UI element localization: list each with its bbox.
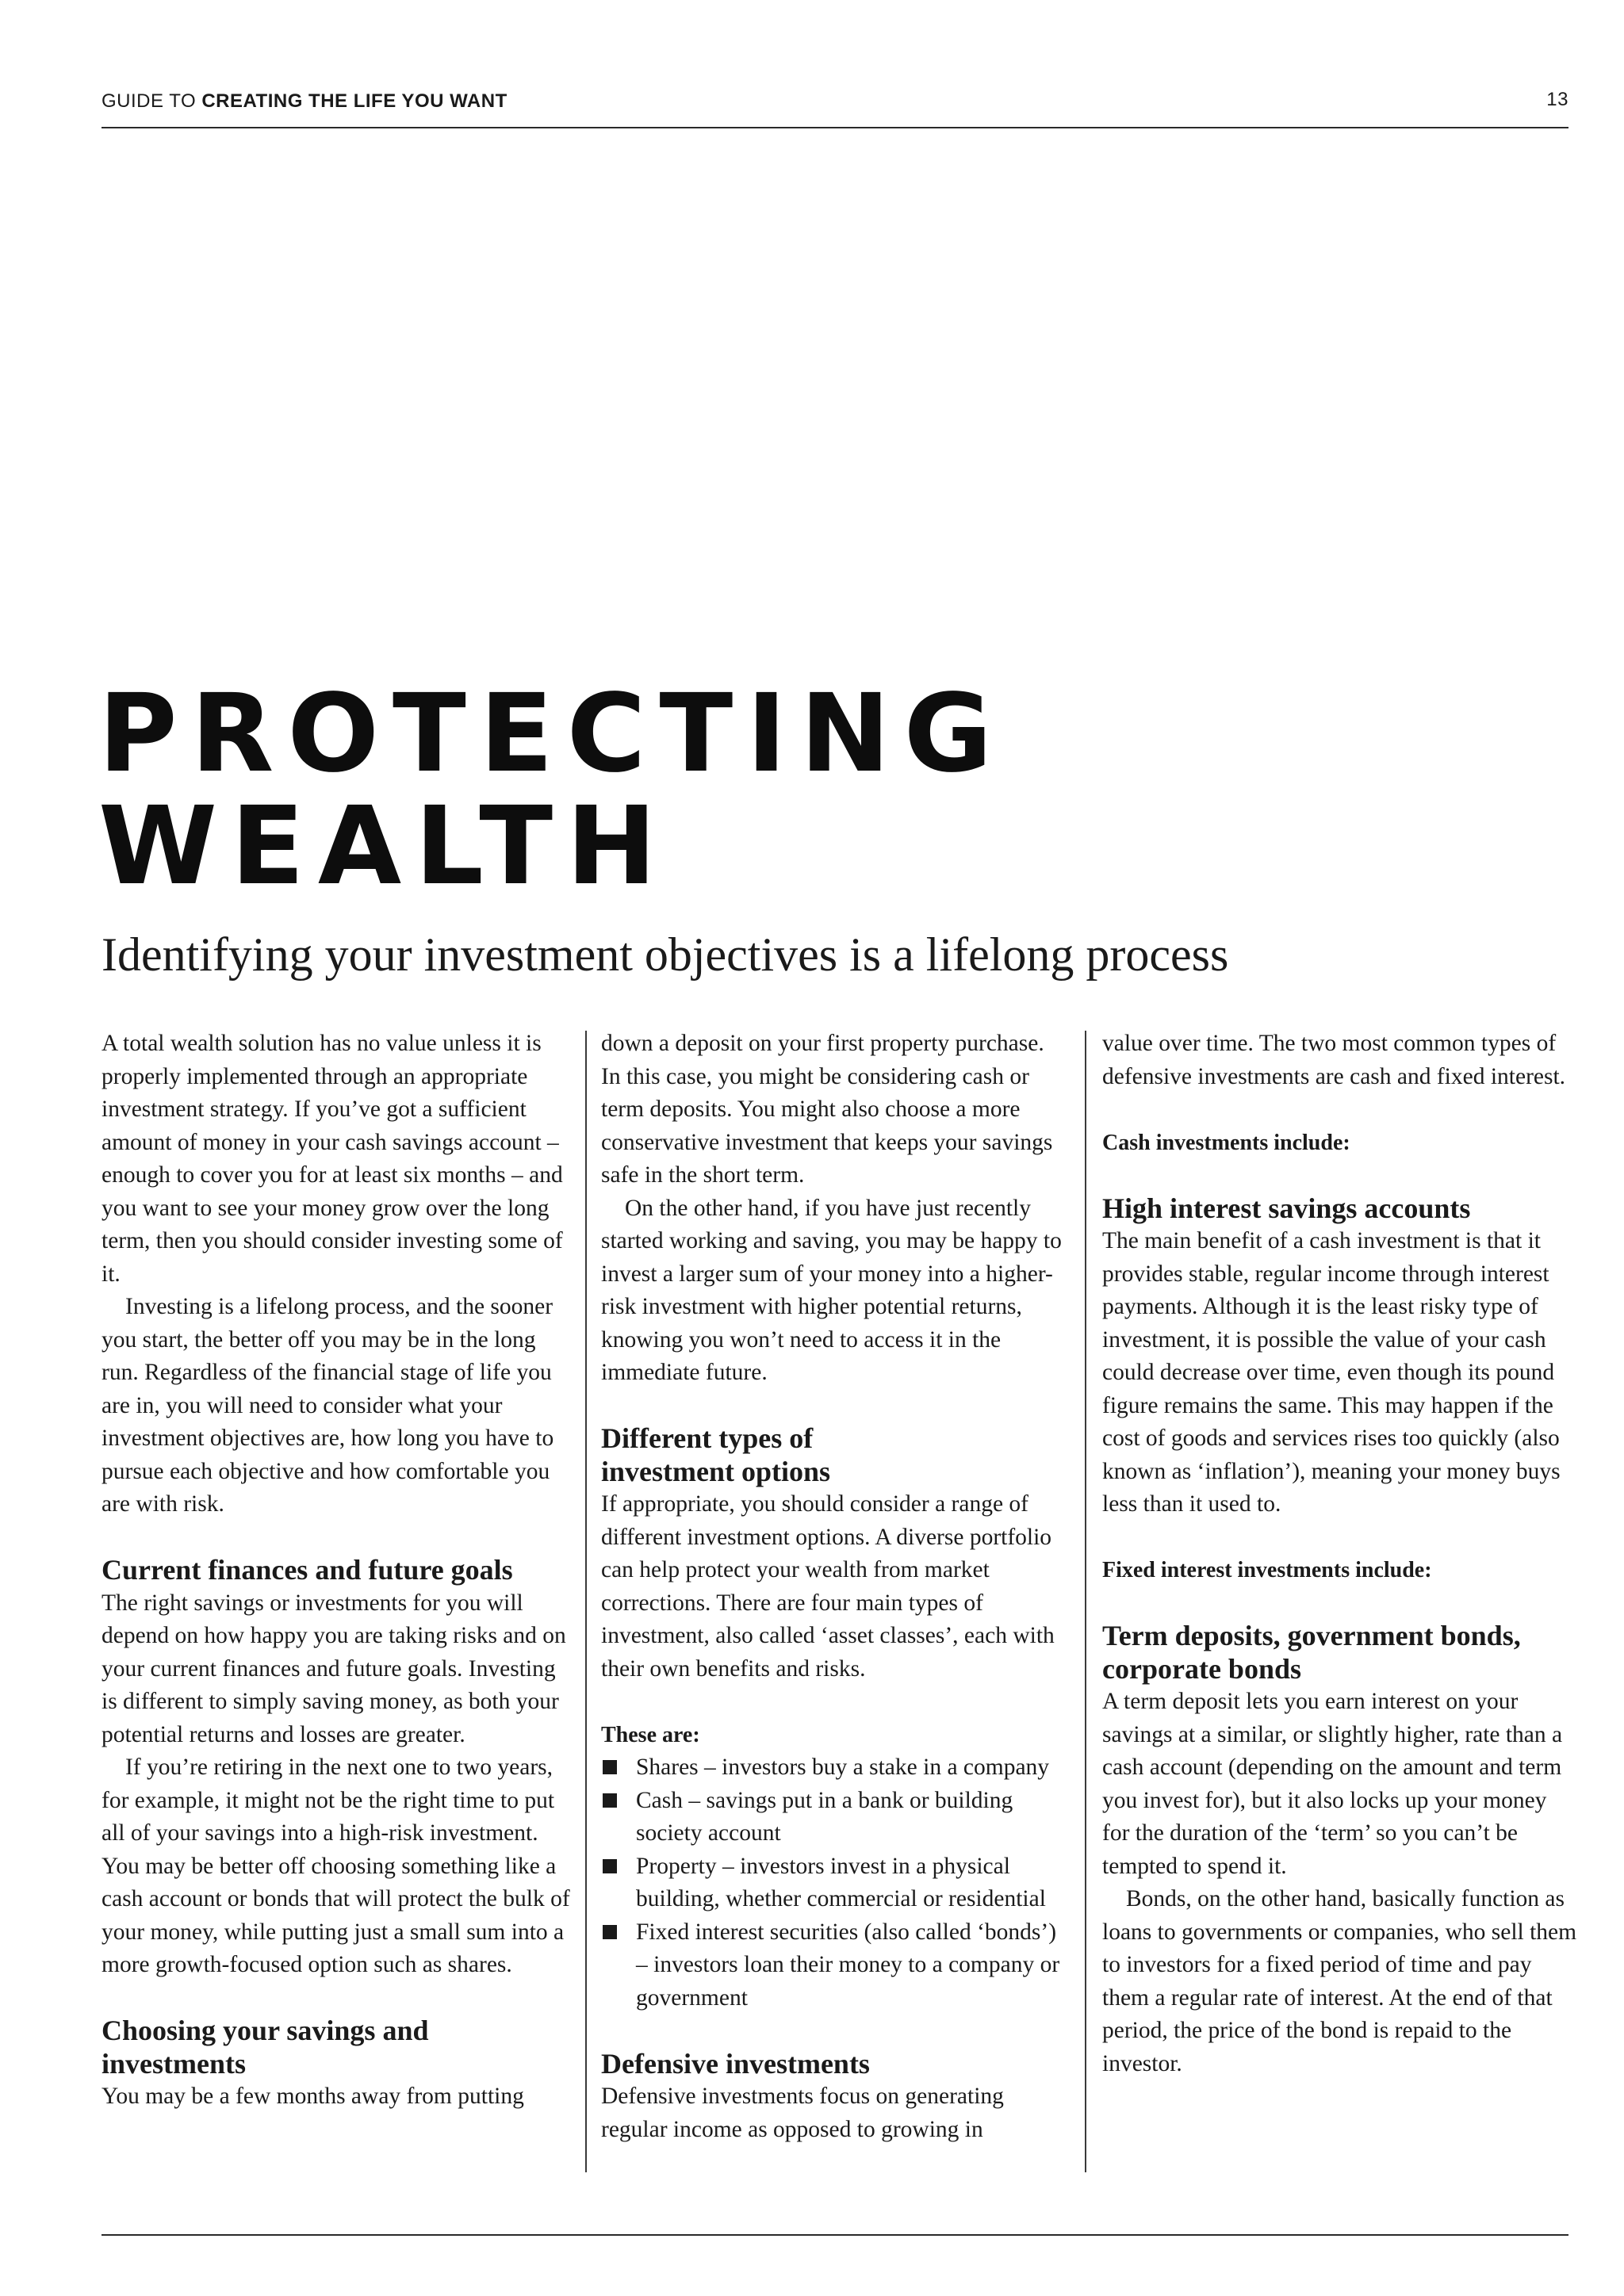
text-column-2-content [601,1027,1069,2146]
article-title [98,672,1006,909]
paragraph: Investing is a lifelong process, and the sooner you start, the better off you may be in the long run. Regardless of the financial stage of life you are in, you will need to consider what your investment objectives are, how long you have to pursue each objective and how comfortable you are with risk. [102,1294,554,1517]
paragraph: On the other hand, if you have just recently started working and saving, you may be happy to invest a larger sum of your money into a higher-risk investment with higher potential returns, knowing you won’t need to access it in the immediate future. [601,1195,1062,1385]
paragraph: down a deposit on your first property purchase. In this case, you might be considering cash or term deposits. You might also choose a more conservative investment that keeps your savings safe in the short term. [601,1031,1053,1188]
square-bullet-icon [603,1859,617,1873]
section-heading: Current finances and future goals [102,1554,513,1586]
paragraph: A term deposit lets you earn interest on your savings at a similar, or slightly higher, rate than a cash account (depending on the amount and term you invest for), but it also locks up your money for the duration of the ‘term’ so you can’t be tempted to spend it. [1102,1689,1563,1879]
column-divider [1085,1031,1086,2172]
square-bullet-icon [603,1793,617,1808]
list-item: Property – investors invest in a physical building, whether commercial or residential [601,1850,1069,1916]
list-heading: Fixed interest investments include: [1102,1558,1432,1582]
list-item: Shares – investors buy a stake in a company [601,1751,1069,1785]
list-heading: Cash investments include: [1102,1130,1350,1155]
text-column-1 [102,1027,571,2114]
article-title-line-2: WEALTH [98,784,670,909]
section-heading: Choosing your savings and investments [102,2015,429,2080]
article-subtitle: Identifying your investment objectives is a lifelong process [102,928,1229,981]
paragraph: Defensive investments focus on generating regular income as opposed to growing in [601,2084,1004,2142]
text-column-3 [1102,1027,1578,2080]
page-number: 13 [1546,89,1568,110]
paragraph: A total wealth solution has no value unless it is properly implemented through an appropriate investment strategy. If you’ve got a sufficient amount of money in your cash savings account – enough to cover you for at least six months – and you want to see your money grow over the long term, then you should consider investing some of it. [102,1031,563,1287]
column-divider [585,1031,587,2172]
paragraph: The main benefit of a cash investment is that it provides stable, regular income through interest payments. Although it is the least risky type of investment, it is possible the value of your cash could decrease over time, even though its pound figure remains the same. This may happen if the cost of goods and services rises too quickly (also known as ‘inflation’), meaning your money buys less than it used to. [1102,1228,1561,1517]
running-header-guide-name: CREATING THE LIFE YOU WANT [201,90,508,112]
list-item: Cash – savings put in a bank or building society account [601,1785,1069,1850]
list-item: Fixed interest securities (also called ‘bonds’) – investors loan their money to a company or government [601,1916,1069,2015]
section-heading: Term deposits, government bonds, corporate bonds [1102,1620,1521,1685]
square-bullet-icon [603,1925,617,1939]
footer-rule [102,2234,1568,2236]
asset-class-list [601,1751,1069,2015]
paragraph: If appropriate, you should consider a range of different investment options. A diverse portfolio can help protect your wealth from market corrections. There are four main types of investment, also called ‘asset classes’, each with their own benefits and risks. [601,1491,1055,1682]
square-bullet-icon [603,1760,617,1774]
paragraph: You may be a few months away from putting [102,2084,524,2109]
article-title-line-1: PROTECTING [98,672,1006,797]
list-heading: These are: [601,1722,700,1747]
paragraph: The right savings or investments for you will depend on how happy you are taking risks and on your current finances and future goals. Investing is different to simply saving money, as both your potential returns and losses are greater. [102,1590,566,1747]
paragraph: value over time. The two most common types of defensive investments are cash and fixed interest. [1102,1031,1566,1089]
paragraph: If you’re retiring in the next one to two years, for example, it might not be the right time to put all of your savings into a high-risk investment. You may be better off choosing something like a cash account or bonds that will protect the bulk of your money, while putting just a small sum into a more growth-focused option such as shares. [102,1755,570,1977]
section-heading: Different types of investment options [601,1422,831,1487]
section-heading: High interest savings accounts [1102,1192,1471,1224]
running-header-prefix: GUIDE TO [102,90,197,112]
page-header [102,79,1568,128]
paragraph: Bonds, on the other hand, basically function as loans to governments or companies, who sell them to investors for a fixed period of time and pay them a regular rate of interest. At the end of that period, the price of the bond is repaid to the investor. [1102,1886,1577,2076]
running-header-title [102,90,508,113]
section-heading: Defensive investments [601,2047,870,2080]
